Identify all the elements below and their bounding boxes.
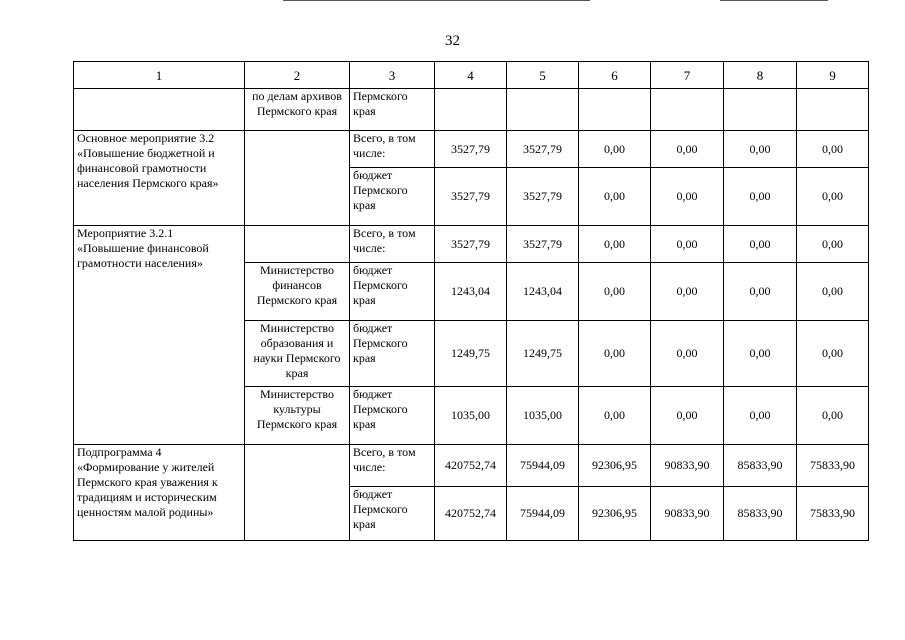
program-cell: Основное мероприятие 3.2 «Повышение бюджетной и финансовой грамотности населения Пермского края» — [74, 131, 245, 226]
source-cell: Пермского края — [350, 89, 435, 131]
value-cell — [579, 89, 651, 131]
value-cell: 3527,79 — [507, 168, 579, 226]
value-cell: 420752,74 — [435, 445, 507, 487]
value-cell: 92306,95 — [579, 487, 651, 541]
value-cell — [435, 89, 507, 131]
value-cell — [724, 89, 797, 131]
value-cell: 0,00 — [724, 131, 797, 168]
value-cell: 1249,75 — [507, 321, 579, 387]
column-number: 9 — [797, 62, 869, 89]
executor-cell: по делам архивов Пермского края — [245, 89, 350, 131]
value-cell: 0,00 — [724, 263, 797, 321]
program-cell: Подпрограмма 4 «Формирование у жителей Пермского края уважения к традициям и историческим ценностям малой родины» — [74, 445, 245, 541]
executor-cell — [245, 226, 350, 263]
value-cell: 0,00 — [651, 226, 724, 263]
value-cell: 3527,79 — [507, 131, 579, 168]
value-cell: 75833,90 — [797, 487, 869, 541]
value-cell: 0,00 — [797, 226, 869, 263]
program-cell — [74, 89, 245, 131]
source-cell: Всего, в том числе: — [350, 226, 435, 263]
value-cell: 0,00 — [724, 321, 797, 387]
value-cell: 0,00 — [724, 226, 797, 263]
value-cell: 3527,79 — [435, 226, 507, 263]
column-number: 7 — [651, 62, 724, 89]
value-cell — [797, 89, 869, 131]
source-cell: бюджет Пермского края — [350, 263, 435, 321]
table-row — [74, 445, 869, 487]
value-cell: 0,00 — [797, 387, 869, 445]
value-cell: 1243,04 — [435, 263, 507, 321]
source-cell: бюджет Пермского края — [350, 387, 435, 445]
column-number: 6 — [579, 62, 651, 89]
executor-cell — [245, 445, 350, 541]
column-number: 2 — [245, 62, 350, 89]
value-cell: 0,00 — [579, 226, 651, 263]
value-cell: 0,00 — [724, 387, 797, 445]
value-cell: 0,00 — [651, 321, 724, 387]
value-cell: 3527,79 — [507, 226, 579, 263]
source-cell: бюджет Пермского края — [350, 321, 435, 387]
value-cell: 0,00 — [651, 131, 724, 168]
header-rule-left — [283, 0, 590, 1]
value-cell — [507, 89, 579, 131]
value-cell: 85833,90 — [724, 445, 797, 487]
value-cell: 0,00 — [797, 131, 869, 168]
value-cell: 0,00 — [651, 387, 724, 445]
source-cell: Всего, в том числе: — [350, 445, 435, 487]
table-row — [74, 89, 869, 131]
value-cell: 1243,04 — [507, 263, 579, 321]
column-numbers-row — [74, 62, 869, 89]
source-cell: бюджет Пермского края — [350, 487, 435, 541]
value-cell: 0,00 — [797, 168, 869, 226]
value-cell — [651, 89, 724, 131]
value-cell: 0,00 — [579, 131, 651, 168]
value-cell: 0,00 — [797, 263, 869, 321]
column-number: 3 — [350, 62, 435, 89]
budget-table — [73, 61, 869, 541]
table-row — [74, 226, 869, 263]
header-rule-right — [720, 0, 828, 1]
value-cell: 85833,90 — [724, 487, 797, 541]
executor-cell — [245, 131, 350, 226]
executor-cell: Министерство культуры Пермского края — [245, 387, 350, 445]
value-cell: 75833,90 — [797, 445, 869, 487]
value-cell: 0,00 — [579, 168, 651, 226]
value-cell: 0,00 — [797, 321, 869, 387]
page-number: 32 — [445, 33, 460, 49]
value-cell: 0,00 — [579, 321, 651, 387]
value-cell: 75944,09 — [507, 445, 579, 487]
source-cell: Всего, в том числе: — [350, 131, 435, 168]
column-number: 8 — [724, 62, 797, 89]
executor-cell: Министерство образования и науки Пермского края — [245, 321, 350, 387]
table-row — [74, 131, 869, 168]
program-cell: Мероприятие 3.2.1 «Повышение финансовой грамотности населения» — [74, 226, 245, 445]
value-cell: 1249,75 — [435, 321, 507, 387]
column-number: 5 — [507, 62, 579, 89]
value-cell: 3527,79 — [435, 168, 507, 226]
value-cell: 0,00 — [579, 387, 651, 445]
value-cell: 92306,95 — [579, 445, 651, 487]
value-cell: 0,00 — [651, 263, 724, 321]
value-cell: 1035,00 — [435, 387, 507, 445]
value-cell: 420752,74 — [435, 487, 507, 541]
value-cell: 90833,90 — [651, 445, 724, 487]
value-cell: 0,00 — [724, 168, 797, 226]
value-cell: 1035,00 — [507, 387, 579, 445]
value-cell: 0,00 — [651, 168, 724, 226]
executor-cell: Министерство финансов Пермского края — [245, 263, 350, 321]
value-cell: 0,00 — [579, 263, 651, 321]
column-number: 4 — [435, 62, 507, 89]
value-cell: 3527,79 — [435, 131, 507, 168]
source-cell: бюджет Пермского края — [350, 168, 435, 226]
column-number: 1 — [74, 62, 245, 89]
value-cell: 90833,90 — [651, 487, 724, 541]
value-cell: 75944,09 — [507, 487, 579, 541]
